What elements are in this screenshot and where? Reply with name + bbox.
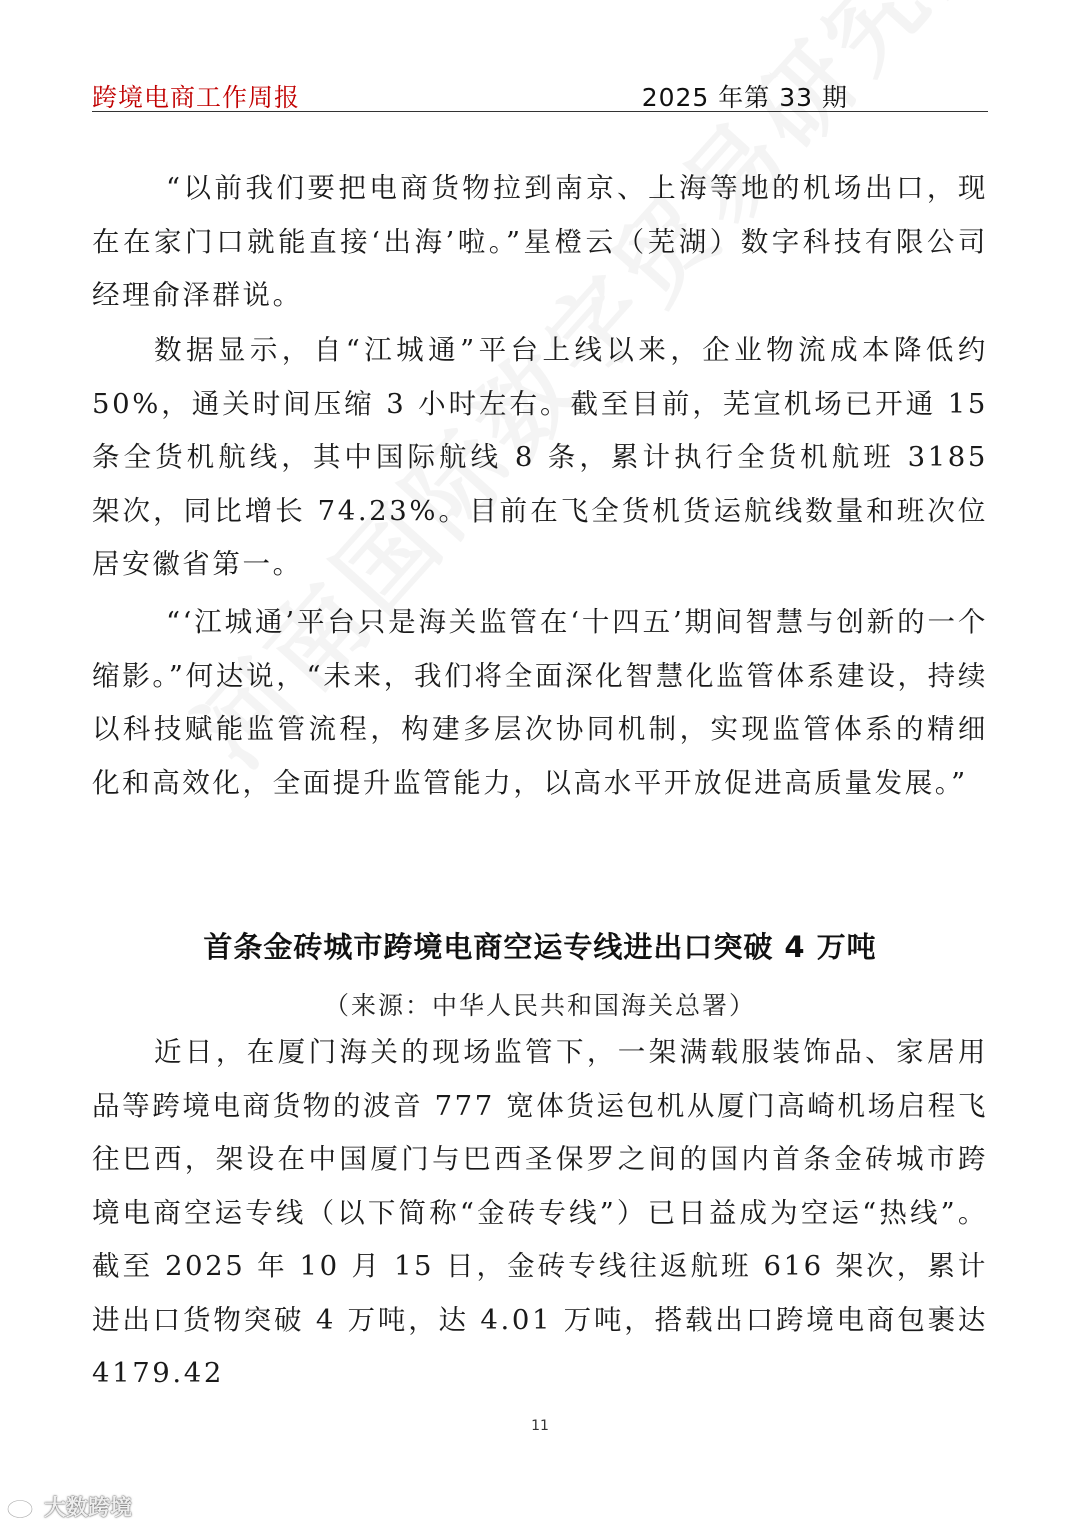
publication-name: 跨境电商工作周报 <box>92 83 301 112</box>
page-number: 11 <box>531 1418 549 1434</box>
article1-paragraph-3: “‘江城通’平台只是海关监管在‘十四五’期间智慧与创新的一个缩影。”何达说，“未来，我们将全面深化智慧化监管体系建设，持续以科技赋能监管流程，构建多层次协同机制，实现监管体系的精细化和高效化，全面提升监管能力，以高水平开放促进高质量发展。” <box>92 606 988 799</box>
issue-number: 2025 年第 33 期 <box>641 83 848 112</box>
article2-title: 首条金砖城市跨境电商空运专线进出口突破 4 万吨 <box>203 930 877 964</box>
weibo-icon <box>6 1492 40 1520</box>
article2-source: （来源：中华人民共和国海关总署） <box>323 991 756 1020</box>
article2-paragraph-1: 近日，在厦门海关的现场监管下，一架满载服装饰品、家居用品等跨境电商货物的波音 777 宽体货运包机从厦门高崎机场启程飞往巴西，架设在中国厦门与巴西圣保罗之间的国内首条金砖城市跨境电商空运专线（以下简称“金砖专线”）已日益成为空运“热线”。截至 2025 年 10 月 15 日，金砖专线往返航班 616 架次，累计进出口货物突破 4 万吨，达 4.01 万吨，搭载出口跨境电商包裹达 4179.42 <box>92 1036 988 1389</box>
brand-logo <box>6 1488 132 1524</box>
article1-paragraph-1: “以前我们要把电商货物拉到南京、上海等地的机场出口，现在在家门口就能直接‘出海’啦。”星橙云（芜湖）数字科技有限公司经理俞泽群说。 <box>92 172 988 311</box>
article1-paragraph-2: 数据显示，自“江城通”平台上线以来，企业物流成本降低约 50%，通关时间压缩 3 小时左右。截至目前，芜宣机场已开通 15 条全货机航线，其中国际航线 8 条，累计执行全货机航班 3185 架次，同比增长 74.23%。目前在飞全货机货运航线数量和班次位居安徽省第一。 <box>92 334 988 580</box>
brand-logo-text: 大数跨境 <box>44 1495 133 1521</box>
